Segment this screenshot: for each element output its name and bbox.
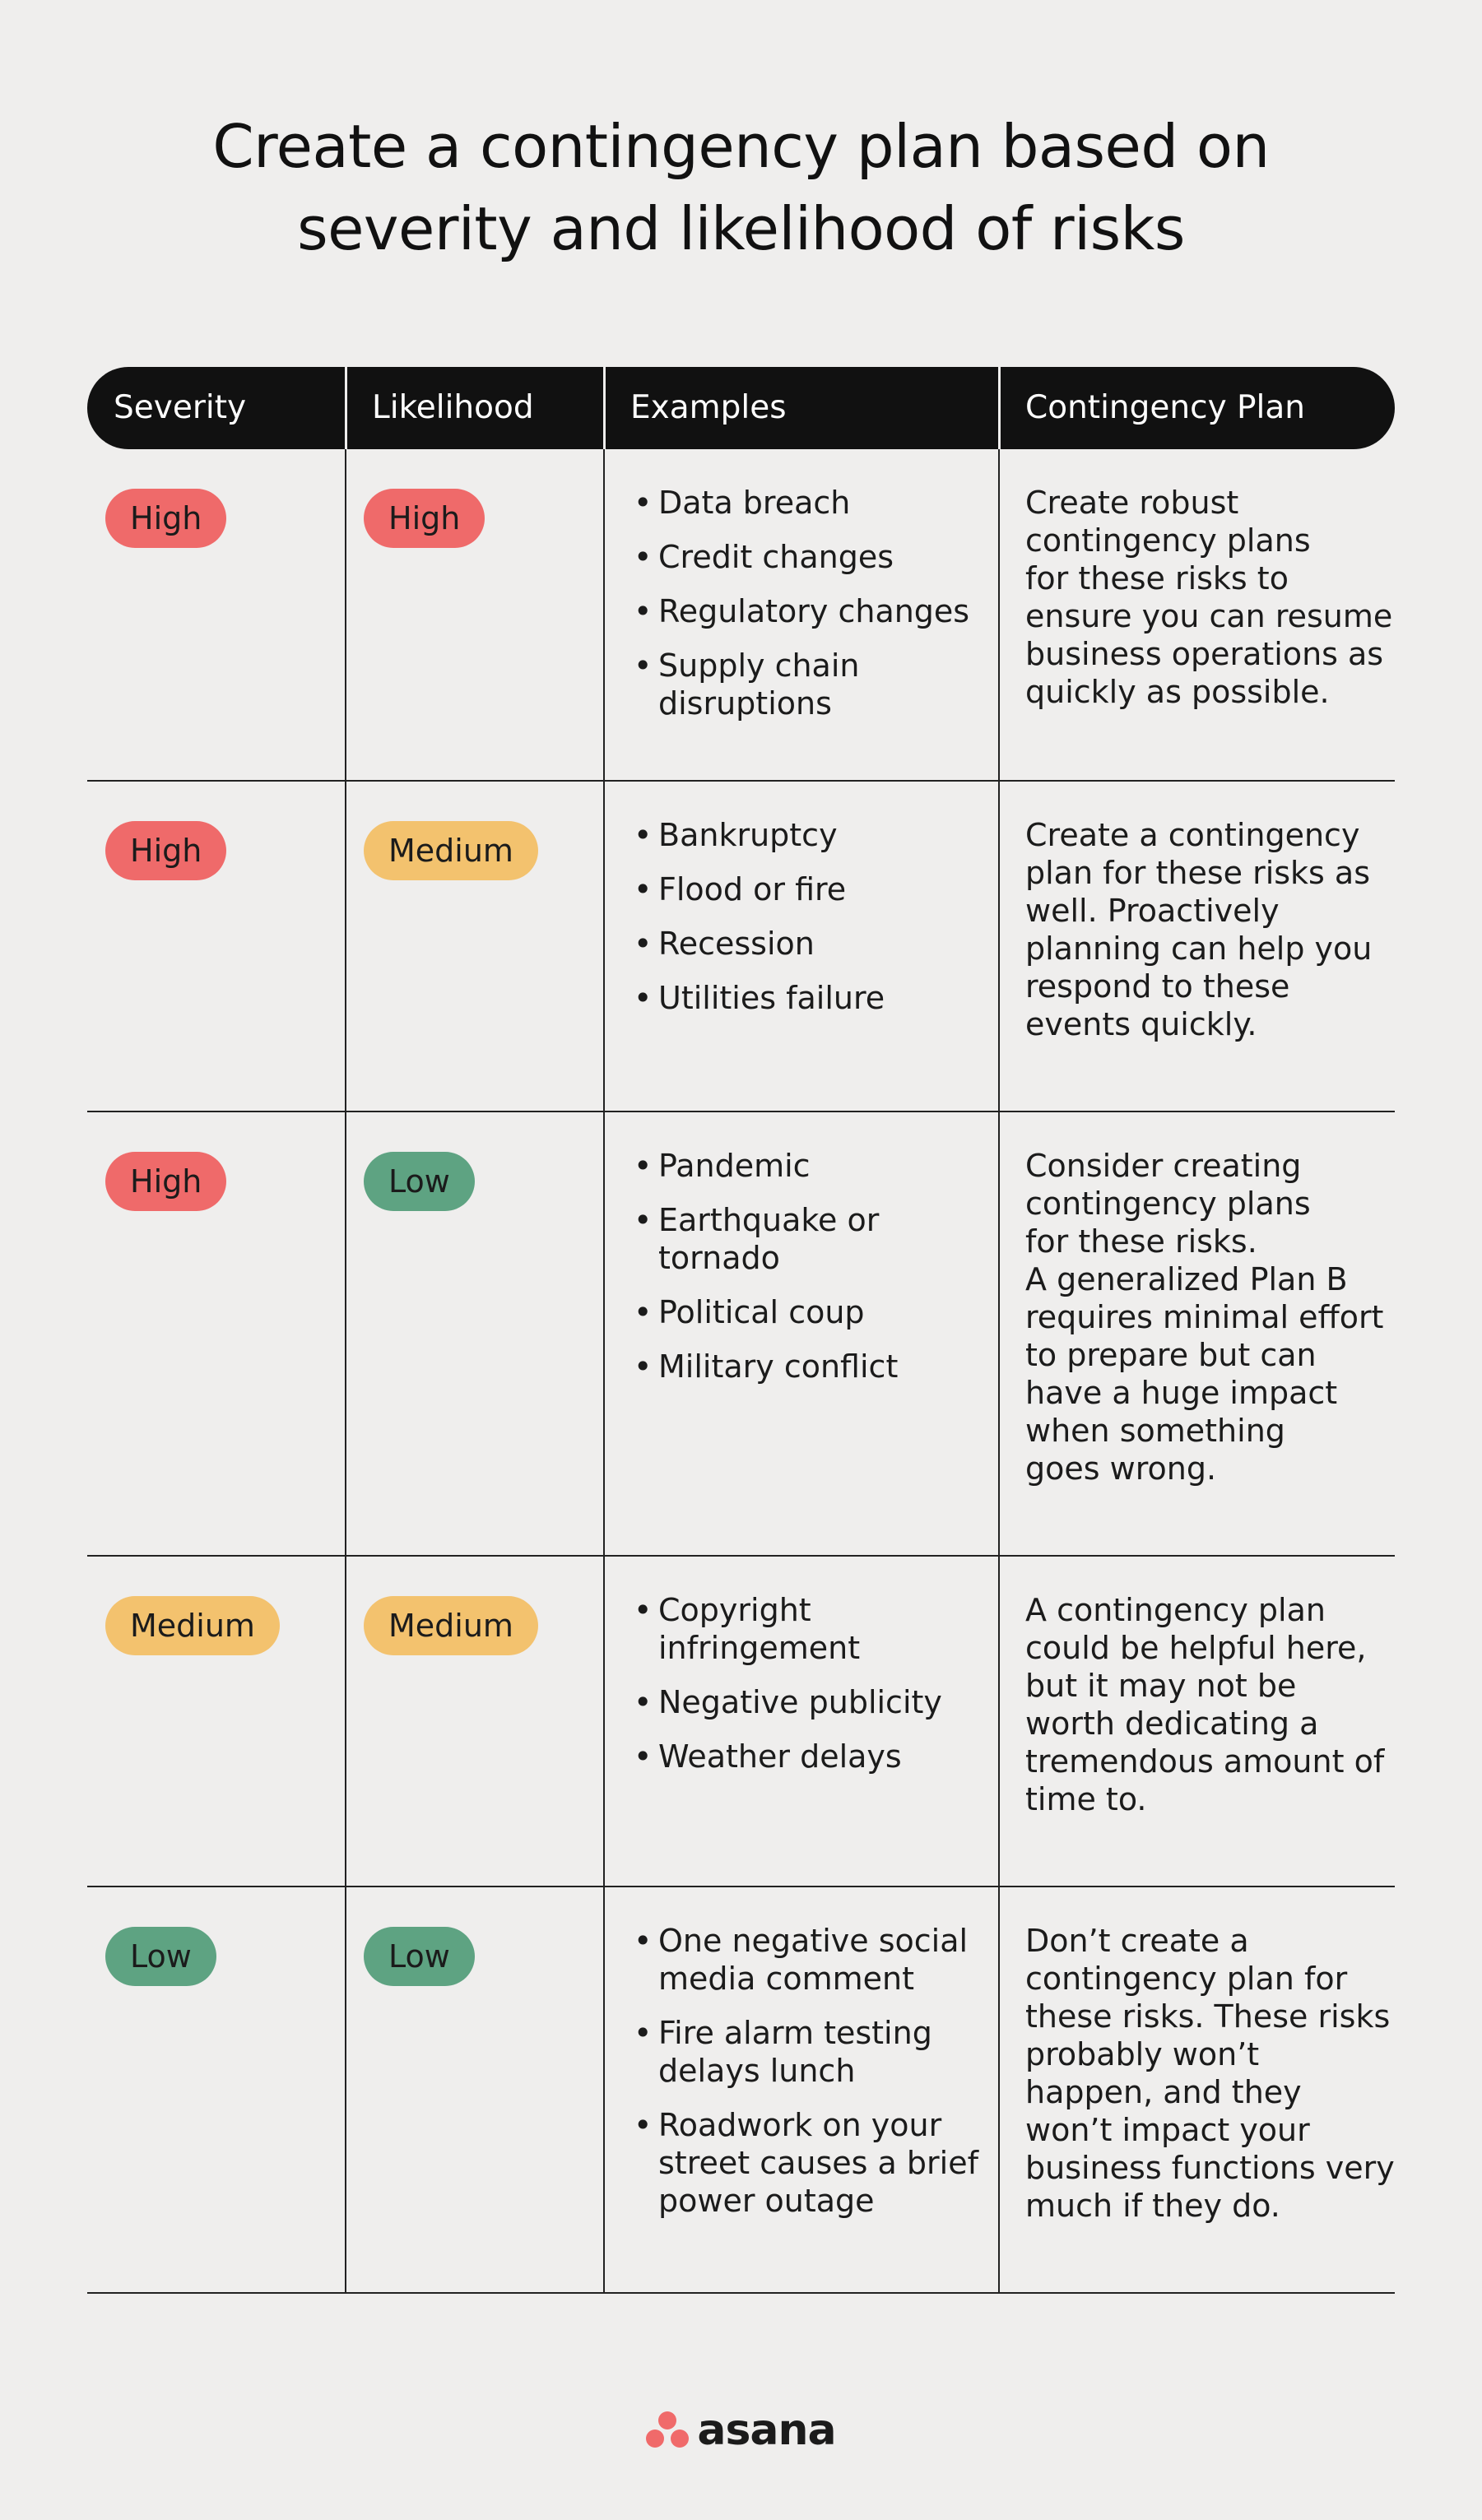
plan-line: to prepare but can [1025,1337,1317,1373]
header-divider [603,367,606,449]
column-divider [345,1887,346,2292]
plan-line: contingency plans [1025,522,1311,559]
column-divider [603,1887,605,2292]
examples-list [630,484,1009,739]
plan-line: these risks. These risks [1025,1998,1391,2035]
severity-badge: High [105,1152,226,1211]
plan-line: won’t impact your [1025,2112,1310,2148]
table-row [87,1887,1395,2294]
header-examples: Examples [630,389,787,426]
plan-line: have a huge impact [1025,1375,1338,1411]
plan-line: for these risks to [1025,560,1289,596]
page-title [0,105,1482,270]
plan-line: when something [1025,1413,1285,1449]
plan-line: worth dedicating a [1025,1706,1319,1742]
header-divider [998,367,1001,449]
plan-line: contingency plans [1025,1186,1311,1222]
column-divider [603,1557,605,1886]
table-header [87,367,1395,449]
examples-list [630,1922,1009,2236]
plan-line: A contingency plan [1025,1592,1326,1628]
column-divider [345,449,346,780]
plan-line: well. Proactively [1025,893,1280,929]
plan-line: happen, and they [1025,2074,1302,2110]
examples-list [630,1147,1009,1402]
contingency-plan-text [1025,1591,1387,1818]
plan-line: Consider creating [1025,1148,1302,1184]
example-item: • Recession [630,925,1009,963]
plan-line: quickly as possible. [1025,674,1330,710]
plan-line: business functions very [1025,2150,1395,2186]
plan-line: plan for these risks as [1025,855,1371,891]
example-item: • Earthquake or tornado [630,1201,1009,1277]
header-severity: Severity [114,389,247,426]
table-row [87,1112,1395,1557]
plan-line: tremendous amount of [1025,1743,1385,1780]
risk-table [87,367,1395,2294]
example-item: • Regulatory changes [630,592,1009,630]
example-item: • Fire alarm testing delays lunch [630,2014,1009,2090]
example-item: • Data breach [630,484,1009,522]
severity-badge: Medium [105,1596,280,1655]
plan-line: time to. [1025,1781,1147,1817]
plan-line: Don’t create a [1025,1923,1249,1959]
severity-badge: High [105,821,226,880]
plan-line: business operations as [1025,636,1384,672]
example-item: • One negative social media comment [630,1922,1009,1998]
contingency-plan-text [1025,1922,1395,2225]
example-item: • Pandemic [630,1147,1009,1185]
asana-dots-icon [646,2411,689,2449]
plan-line: for these risks. [1025,1223,1257,1260]
plan-line: much if they do. [1025,2188,1280,2224]
example-item: • Utilities failure [630,979,1009,1017]
plan-line: A generalized Plan B [1025,1261,1348,1297]
example-item: • Flood or fire [630,870,1009,908]
column-divider [603,782,605,1111]
header-divider [345,367,347,449]
table-row [87,1557,1395,1887]
column-divider [603,449,605,780]
example-item: • Copyright infringement [630,1591,1009,1667]
severity-badge: High [105,489,226,548]
plan-line: probably won’t [1025,2036,1260,2072]
column-divider [345,782,346,1111]
column-divider [345,1112,346,1555]
title-line-2: severity and likelihood of risks [297,194,1185,263]
plan-line: goes wrong. [1025,1450,1217,1487]
plan-line: Create a contingency [1025,817,1360,853]
example-item: • Supply chain disruptions [630,647,1009,722]
likelihood-badge: Low [364,1927,475,1986]
plan-line: respond to these [1025,968,1290,1005]
example-item: • Military conflict [630,1348,1009,1385]
title-line-1: Create a contingency plan based on [212,112,1270,181]
example-item: • Roadwork on your street causes a brief power outage [630,2106,1009,2220]
example-item: • Weather delays [630,1738,1009,1775]
column-divider [345,1557,346,1886]
example-item: • Bankruptcy [630,816,1009,854]
example-item: • Negative publicity [630,1683,1009,1721]
contingency-plan-text [1025,484,1393,711]
column-divider [603,1112,605,1555]
examples-list [630,1591,1009,1792]
header-contingency-plan: Contingency Plan [1025,389,1306,426]
likelihood-badge: Low [364,1152,475,1211]
plan-line: could be helpful here, [1025,1630,1367,1666]
table-row [87,449,1395,782]
likelihood-badge: Medium [364,1596,538,1655]
table-row [87,782,1395,1112]
plan-line: requires minimal effort [1025,1299,1384,1335]
header-likelihood: Likelihood [372,389,534,426]
plan-line: events quickly. [1025,1006,1257,1042]
plan-line: Create robust [1025,485,1239,521]
example-item: • Credit changes [630,538,1009,576]
examples-list [630,816,1009,1033]
logo-text: asana [697,2406,836,2455]
plan-line: ensure you can resume [1025,598,1393,634]
plan-line: planning can help you [1025,930,1373,967]
likelihood-badge: High [364,489,485,548]
likelihood-badge: Medium [364,821,538,880]
severity-badge: Low [105,1927,216,1986]
asana-logo [0,2406,1482,2455]
contingency-plan-text [1025,816,1387,1043]
plan-line: contingency plan for [1025,1961,1348,1997]
example-item: • Political coup [630,1293,1009,1331]
contingency-plan-text [1025,1147,1387,1487]
plan-line: but it may not be [1025,1668,1297,1704]
table-body [87,449,1395,2294]
